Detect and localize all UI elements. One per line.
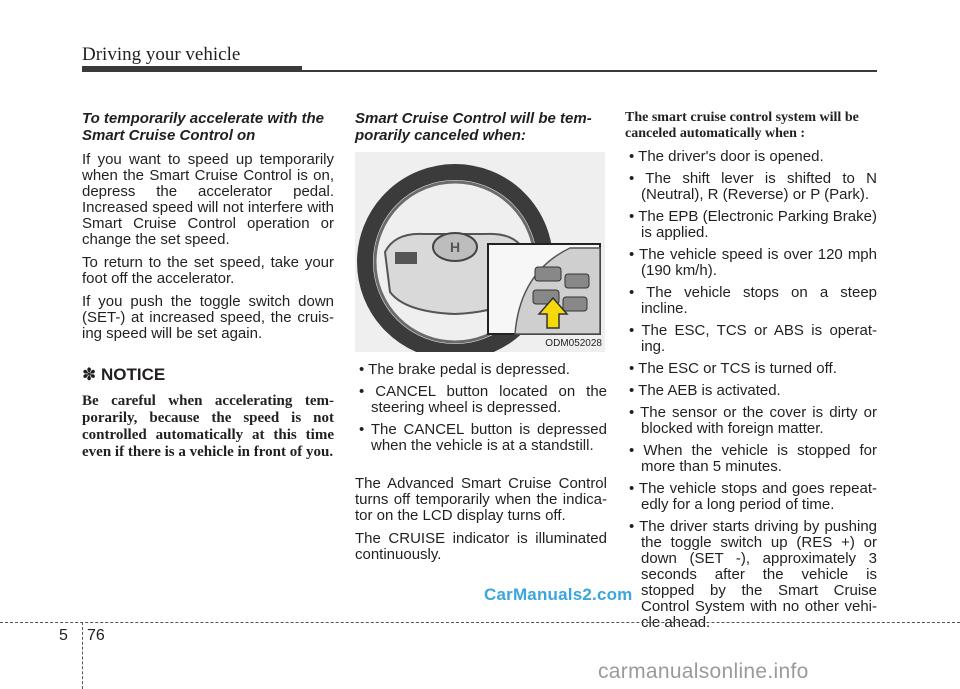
column-auto-cancel [625,110,877,637]
column-temporary-cancel [355,110,607,570]
paragraph: The CRUISE indicator is illuminated continuously. [355,530,607,563]
list-item: • The vehicle stops and goes repeat-edly for a long period of time. [629,480,877,513]
list-item: • The vehicle speed is over 120 mph (190 km/h). [629,246,877,279]
steering-wheel-illustration [355,152,605,352]
auto-cancel-list [625,149,877,631]
paragraph: To return to the set speed, take your foot off the accelerator. [82,254,334,287]
paragraph: The Advanced Smart Cruise Control turns off temporarily when the indica-tor on the LCD display turns off. [355,475,607,524]
list-item: • The driver's door is opened. [629,148,824,165]
list-item: • The ESC or TCS is turned off. [629,360,837,377]
paragraph: If you want to speed up temporarily when the Smart Cruise Control is on, depress the accelerator pedal. Increased speed will not interfere with Smart Cruise Control operation or change the set speed. [82,151,334,248]
column-accelerate [82,110,334,461]
page-header-title: Driving your vehicle [82,44,241,65]
steering-wheel-figure [355,152,605,352]
list-item: • The ESC, TCS or ABS is operat-ing. [629,322,877,355]
list-item: • The driver starts driving by pushing the toggle switch up (RES +) or down (SET -), approximately 3 seconds after the vehicle is stopped by the Smart Cruise Control System with no other vehi-cle ahead. [629,518,878,631]
header-rule-thick [82,66,302,72]
list-item: • The AEB is activated. [629,382,781,399]
section-heading: Smart Cruise Control will be tem-porarily canceled when: [355,110,592,144]
list-item: • The brake pedal is depressed. [359,361,570,378]
figure-code: ODM052028 [545,338,602,349]
list-item: • The sensor or the cover is dirty or blocked with foreign matter. [629,404,877,437]
list-item: • When the vehicle is stopped for more than 5 minutes. [629,442,877,475]
watermark-text: carmanualsonline.info [598,660,809,683]
svg-text:H: H [449,239,461,255]
section-heading: To temporarily accelerate with the Smart Cruise Control on [82,110,325,144]
header-rule-thin [302,70,877,72]
footer-divider-vertical [82,622,83,689]
list-item: • The EPB (Electronic Parking Brake) is applied. [629,208,877,241]
list-item: • The CANCEL button is depressed when the vehicle is at a standstill. [359,421,607,454]
list-item: • The shift lever is shifted to N (Neutral), R (Reverse) or P (Park). [629,170,877,203]
notice-title: ✽ NOTICE [82,365,166,384]
cancel-conditions-list [355,362,607,454]
paragraph: If you push the toggle switch down (SET-) at increased speed, the cruis-ing speed will be set again. [82,293,334,342]
footer-divider [0,622,960,623]
section-heading: The smart cruise control system will be canceled automatically when : [625,110,859,141]
chapter-number: 5 [59,627,68,644]
list-item: • CANCEL button located on the steering wheel is depressed. [359,383,608,416]
notice-text: Be careful when accelerating tem-porarily, because the speed is not controlled automatically at this time even if there is a vehicle in front of you. [82,393,334,460]
watermark-link[interactable]: CarManuals2.com [484,585,633,604]
list-item: • The vehicle stops on a steep incline. [629,284,877,317]
page-number: 76 [87,627,105,644]
